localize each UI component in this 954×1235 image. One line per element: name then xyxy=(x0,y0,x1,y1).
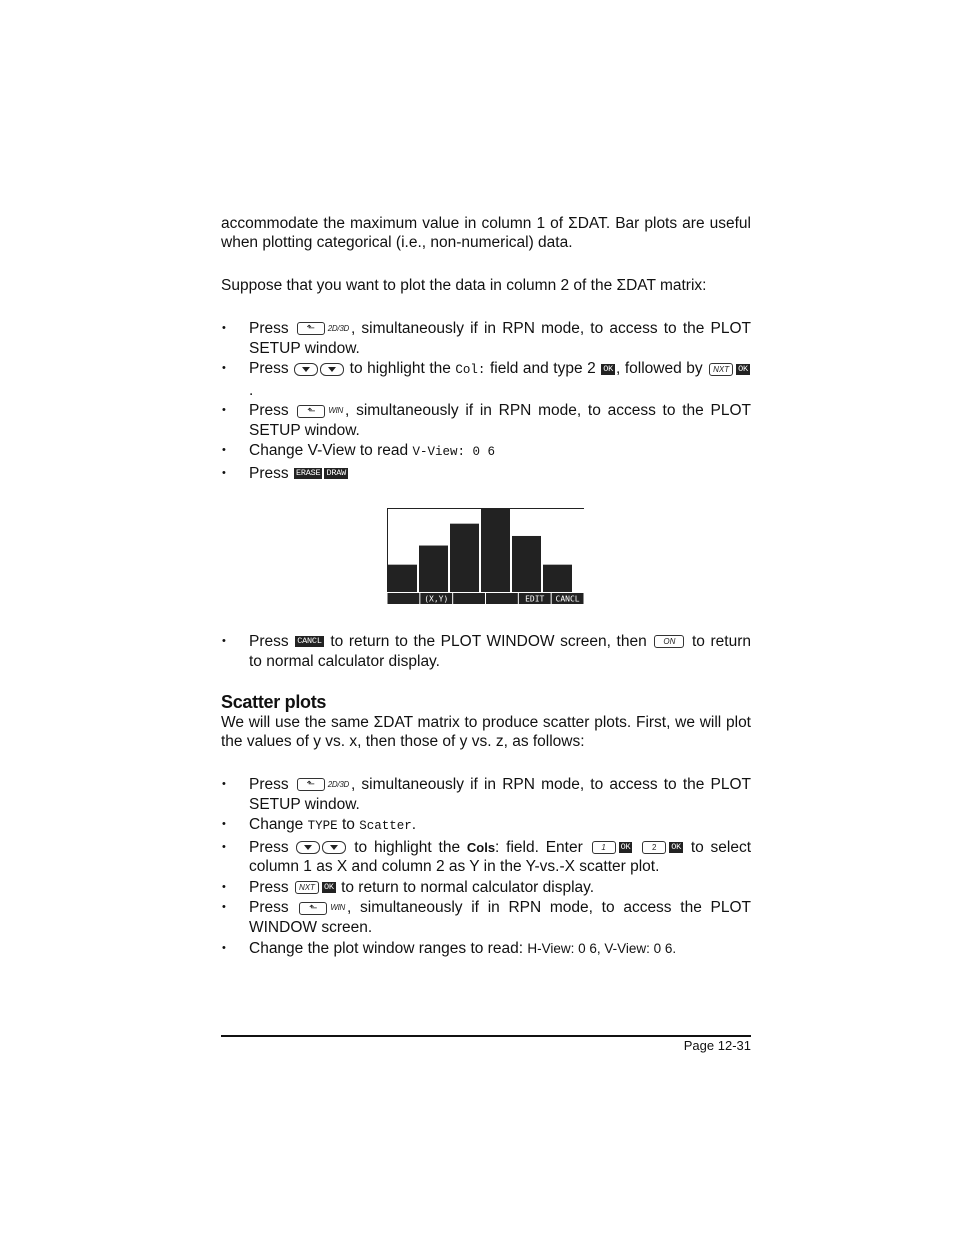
bar xyxy=(481,508,510,592)
bar-step-2: • Press to highlight the Col: field and type 2 OK , followed by NXT OK. xyxy=(221,359,751,400)
scatter-step-2: • Change TYPE to Scatter. xyxy=(221,815,751,837)
down-arrow-key-icon xyxy=(322,841,346,854)
down-arrow-key-icon xyxy=(320,363,344,376)
page-number: Page 12-31 xyxy=(683,1038,751,1053)
two-key: 2 xyxy=(642,841,666,854)
on-key: ON xyxy=(654,635,684,648)
win-label: WIN xyxy=(330,903,345,913)
intro-paragraph: accommodate the maximum value in column 1 of ΣDAT. Bar plots are useful when plotting categorical (i.e., non-numerical) data. xyxy=(221,215,751,251)
ok-softkey: OK xyxy=(323,882,334,893)
menu-cell xyxy=(453,593,485,604)
bar xyxy=(419,546,448,592)
scatter-step-4: • Press NXT OK to return to normal calculator display. xyxy=(221,878,751,898)
scatter-steps-list xyxy=(221,775,751,959)
bar xyxy=(388,565,417,592)
one-key: 1 xyxy=(592,841,616,854)
menu-cell xyxy=(486,593,518,604)
ok-softkey: OK xyxy=(671,842,681,853)
menu-label: (X,Y) xyxy=(424,594,449,604)
page-body-lower xyxy=(221,632,751,960)
scatter-value: Scatter xyxy=(359,819,412,834)
left-shift-key: ⬑ xyxy=(297,322,325,335)
nxt-key: NXT xyxy=(295,881,319,894)
intro-instruction: Suppose that you want to plot the data in column 2 of the ΣDAT matrix: xyxy=(221,277,707,294)
col-field-label: Col: xyxy=(455,363,486,378)
menu-label: CANCL xyxy=(555,594,580,604)
left-shift-key: ⬑ xyxy=(297,405,325,418)
bar xyxy=(512,536,541,592)
footer-rule xyxy=(221,1035,751,1037)
bar-steps-list xyxy=(221,319,751,483)
down-arrow-key-icon xyxy=(296,841,320,854)
bar xyxy=(543,565,572,592)
menu-cell xyxy=(388,593,420,604)
bar-step-5: • Press ERASE DRAW xyxy=(221,464,751,484)
bar-chart-screen xyxy=(387,508,584,604)
down-arrow-key-icon xyxy=(294,363,318,376)
erase-softkey: ERASE xyxy=(295,468,321,479)
scatter-step-1: • Press ⬑ 2D/3D , simultaneously if in RPN mode, to access to the PLOT SETUP window. xyxy=(221,775,751,814)
nxt-key: NXT xyxy=(709,363,733,376)
draw-softkey: DRAW xyxy=(326,468,347,479)
scatter-intro: We will use the same ΣDAT matrix to produce scatter plots. First, we will plot the values of y vs. x, then those of y vs. z, as follows: xyxy=(221,714,751,750)
win-label: WIN xyxy=(328,406,344,416)
left-shift-key: ⬑ xyxy=(297,778,325,791)
type-field-label: TYPE xyxy=(307,819,338,834)
bar xyxy=(450,524,479,592)
after-chart-list xyxy=(221,632,751,671)
scatter-step-3: • Press to highlight the Cols: field. Enter 1 OK 2 OK to select column 1 as X and column 2 as Y in the Y-vs.-X scatter plot. xyxy=(221,838,751,877)
ok-softkey: OK xyxy=(738,363,748,374)
2d3d-label: 2D/3D xyxy=(327,324,349,334)
cols-field-label: Cols xyxy=(466,839,496,855)
ok-softkey: OK xyxy=(620,842,631,853)
window-ranges-value: H-View: 0 6, V-View: 0 6. xyxy=(527,941,677,957)
scatter-step-6: • Change the plot window ranges to read: H-View: 0 6, V-View: 0 6. xyxy=(221,939,751,959)
page-body xyxy=(221,214,751,484)
bar-step-3: • Press ⬑ WIN , simultaneously if in RPN mode, to access to the PLOT SETUP window. xyxy=(221,401,751,440)
ok-softkey: OK xyxy=(603,363,614,374)
v-view-value: V-View: 0 6 xyxy=(412,445,495,460)
menu-label: EDIT xyxy=(525,594,545,604)
left-shift-key: ⬑ xyxy=(299,902,327,915)
scatter-step-5: • Press ⬑ WIN , simultaneously if in RPN mode, to access the PLOT WINDOW screen. xyxy=(221,898,751,937)
bar-step-4: • Change V-View to read V-View: 0 6 xyxy=(221,441,751,463)
2d3d-label: 2D/3D xyxy=(327,780,349,790)
bar-step-1: • Press ⬑ 2D/3D , simultaneously if in RPN mode, to access to the PLOT SETUP window. xyxy=(221,319,751,358)
cancl-softkey: CANCL xyxy=(297,636,322,647)
after-chart-step: • Press CANCL to return to the PLOT WINDOW screen, then ON to return to normal calculator display. xyxy=(221,632,751,671)
section-heading: Scatter plots xyxy=(221,692,327,712)
